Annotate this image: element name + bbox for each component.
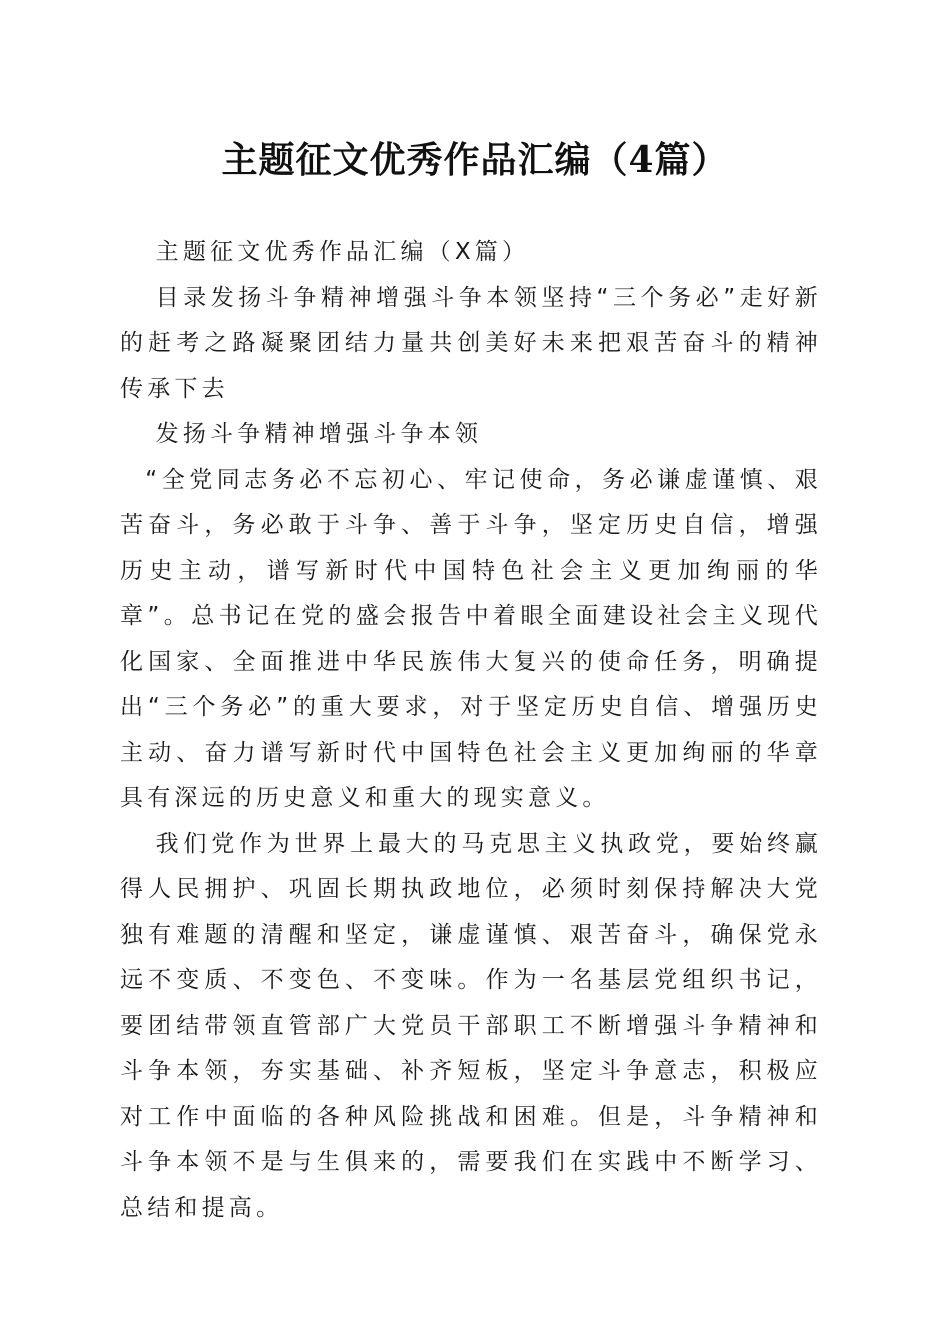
paragraph-subtitle: 主题征文优秀作品汇编（X篇） xyxy=(155,239,530,265)
document-body xyxy=(120,230,822,1231)
paragraph-contents: 目录发扬斗争精神增强斗争本领坚持“三个务必”走好新的赶考之路凝聚团结力量共创美好未来把艰苦奋斗的精神传承下去 xyxy=(120,284,822,402)
document-title: 主题征文优秀作品汇编（4篇） xyxy=(221,139,729,181)
paragraph-quote: “全党同志务必不忘初心、牢记使命，务必谦虚谨慎、艰苦奋斗，务必敢于斗争、善于斗争，坚定历史自信，增强历史主动，谱写新时代中国特色社会主义更加绚丽的华章”。总书记在党的盛会报告中着眼全面建设社会主义现代化国家、全面推进中华民族伟大复兴的使命任务，明确提出“三个务必”的重大要求，对于坚定历史自信、增强历史主动、奋力谱写新时代中国特色社会主义更加绚丽的华章具有深远的历史意义和重大的现实意义。 xyxy=(120,466,822,811)
paragraph-section-heading: 发扬斗争精神增强斗争本领 xyxy=(155,421,483,447)
paragraph-body: 我们党作为世界上最大的马克思主义执政党，要始终赢得人民拥护、巩固长期执政地位，必须时刻保持解决大党独有难题的清醒和坚定，谦虚谨慎、艰苦奋斗，确保党永远不变质、不变色、不变味。作为一名基层党组织书记，要团结带领直管部广大党员干部职工不断增强斗争精神和斗争本领，夯实基础、补齐短板，坚定斗争意志，积极应对工作中面临的各种风险挑战和困难。但是，斗争精神和斗争本领不是与生俱来的，需要我们在实践中不断学习、总结和提高。 xyxy=(120,830,822,1221)
